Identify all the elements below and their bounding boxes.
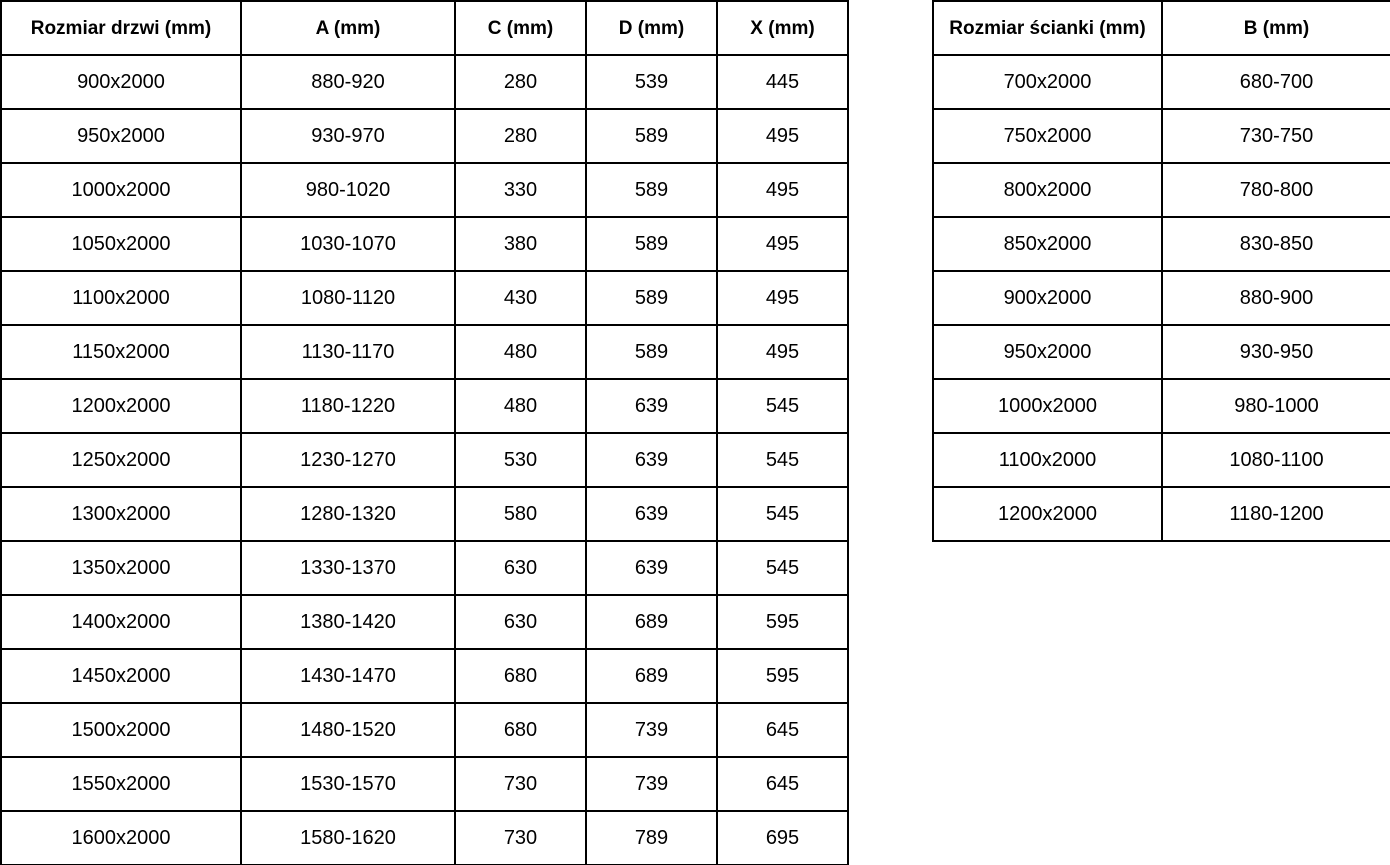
table-cell: 1180-1220 [241,379,455,433]
table-cell: 445 [717,55,848,109]
table-cell: 1600x2000 [1,811,241,865]
table-cell: 900x2000 [933,271,1162,325]
table-cell: 480 [455,379,586,433]
table-row [1,433,848,487]
table-cell: 1400x2000 [1,595,241,649]
table-cell: 750x2000 [933,109,1162,163]
table-cell: 1080-1120 [241,271,455,325]
table-cell: 495 [717,217,848,271]
table-cell: 639 [586,433,717,487]
table-row [933,109,1390,163]
table-cell: 1280-1320 [241,487,455,541]
table-cell: 950x2000 [933,325,1162,379]
table-row [933,271,1390,325]
table-row [1,757,848,811]
table-cell: 1230-1270 [241,433,455,487]
table-cell: 1180-1200 [1162,487,1390,541]
table-row [1,109,848,163]
table-row [933,55,1390,109]
table-cell: 430 [455,271,586,325]
wall-sizes-table-body [933,55,1390,541]
table-cell: 639 [586,541,717,595]
table-row [933,325,1390,379]
table-cell: 730 [455,811,586,865]
table-row [1,541,848,595]
table-cell: 589 [586,217,717,271]
table-cell: 1200x2000 [1,379,241,433]
table-cell: 1080-1100 [1162,433,1390,487]
table-cell: 545 [717,487,848,541]
table-cell: 730 [455,757,586,811]
table-cell: 1300x2000 [1,487,241,541]
table-cell: 545 [717,379,848,433]
table-cell: 589 [586,163,717,217]
table-cell: 1580-1620 [241,811,455,865]
table-cell: 880-920 [241,55,455,109]
table-cell: 495 [717,109,848,163]
column-header: Rozmiar drzwi (mm) [1,1,241,55]
table-cell: 800x2000 [933,163,1162,217]
table-cell: 680 [455,649,586,703]
header-row [1,1,848,55]
table-cell: 1480-1520 [241,703,455,757]
table-row [1,217,848,271]
table-cell: 630 [455,595,586,649]
table-cell: 330 [455,163,586,217]
table-cell: 539 [586,55,717,109]
table-row [933,433,1390,487]
table-cell: 1430-1470 [241,649,455,703]
table-row [933,487,1390,541]
table-row [933,379,1390,433]
table-cell: 930-950 [1162,325,1390,379]
table-row [1,271,848,325]
table-cell: 739 [586,757,717,811]
table-cell: 930-970 [241,109,455,163]
table-cell: 789 [586,811,717,865]
table-cell: 280 [455,109,586,163]
table-row [1,325,848,379]
table-cell: 1380-1420 [241,595,455,649]
column-header: Rozmiar ścianki (mm) [933,1,1162,55]
table-cell: 480 [455,325,586,379]
table-cell: 645 [717,757,848,811]
table-row [1,811,848,865]
table-cell: 730-750 [1162,109,1390,163]
column-header: D (mm) [586,1,717,55]
table-cell: 1030-1070 [241,217,455,271]
table-cell: 639 [586,379,717,433]
table-cell: 545 [717,433,848,487]
table-cell: 589 [586,109,717,163]
table-row [1,55,848,109]
wall-sizes-table-header [933,1,1390,55]
table-cell: 680 [455,703,586,757]
table-cell: 495 [717,271,848,325]
door-sizes-table-body [1,55,848,865]
door-sizes-table-header [1,1,848,55]
table-cell: 645 [717,703,848,757]
table-row [1,163,848,217]
table-cell: 1500x2000 [1,703,241,757]
table-row [933,217,1390,271]
table-cell: 739 [586,703,717,757]
table-row [1,487,848,541]
table-row [1,379,848,433]
table-cell: 1450x2000 [1,649,241,703]
table-cell: 680-700 [1162,55,1390,109]
table-cell: 700x2000 [933,55,1162,109]
table-cell: 589 [586,325,717,379]
table-cell: 900x2000 [1,55,241,109]
table-cell: 530 [455,433,586,487]
table-cell: 1200x2000 [933,487,1162,541]
table-cell: 1000x2000 [933,379,1162,433]
table-row [1,649,848,703]
table-cell: 545 [717,541,848,595]
table-cell: 1100x2000 [1,271,241,325]
table-cell: 1250x2000 [1,433,241,487]
column-header: A (mm) [241,1,455,55]
table-cell: 1150x2000 [1,325,241,379]
table-cell: 1350x2000 [1,541,241,595]
table-row [1,703,848,757]
wall-sizes-table [932,0,1390,542]
table-cell: 689 [586,595,717,649]
table-cell: 280 [455,55,586,109]
table-cell: 880-900 [1162,271,1390,325]
table-cell: 1000x2000 [1,163,241,217]
table-cell: 980-1000 [1162,379,1390,433]
table-cell: 595 [717,595,848,649]
table-row [1,595,848,649]
table-cell: 689 [586,649,717,703]
table-cell: 589 [586,271,717,325]
table-cell: 830-850 [1162,217,1390,271]
table-cell: 1550x2000 [1,757,241,811]
table-cell: 1100x2000 [933,433,1162,487]
table-cell: 980-1020 [241,163,455,217]
table-cell: 630 [455,541,586,595]
table-cell: 1050x2000 [1,217,241,271]
table-cell: 495 [717,163,848,217]
header-row [933,1,1390,55]
table-cell: 780-800 [1162,163,1390,217]
table-cell: 495 [717,325,848,379]
column-header: B (mm) [1162,1,1390,55]
table-cell: 695 [717,811,848,865]
table-cell: 850x2000 [933,217,1162,271]
table-cell: 580 [455,487,586,541]
column-header: C (mm) [455,1,586,55]
table-row [933,163,1390,217]
table-cell: 595 [717,649,848,703]
table-cell: 1130-1170 [241,325,455,379]
column-header: X (mm) [717,1,848,55]
table-cell: 639 [586,487,717,541]
table-cell: 950x2000 [1,109,241,163]
table-cell: 1330-1370 [241,541,455,595]
table-cell: 380 [455,217,586,271]
table-cell: 1530-1570 [241,757,455,811]
